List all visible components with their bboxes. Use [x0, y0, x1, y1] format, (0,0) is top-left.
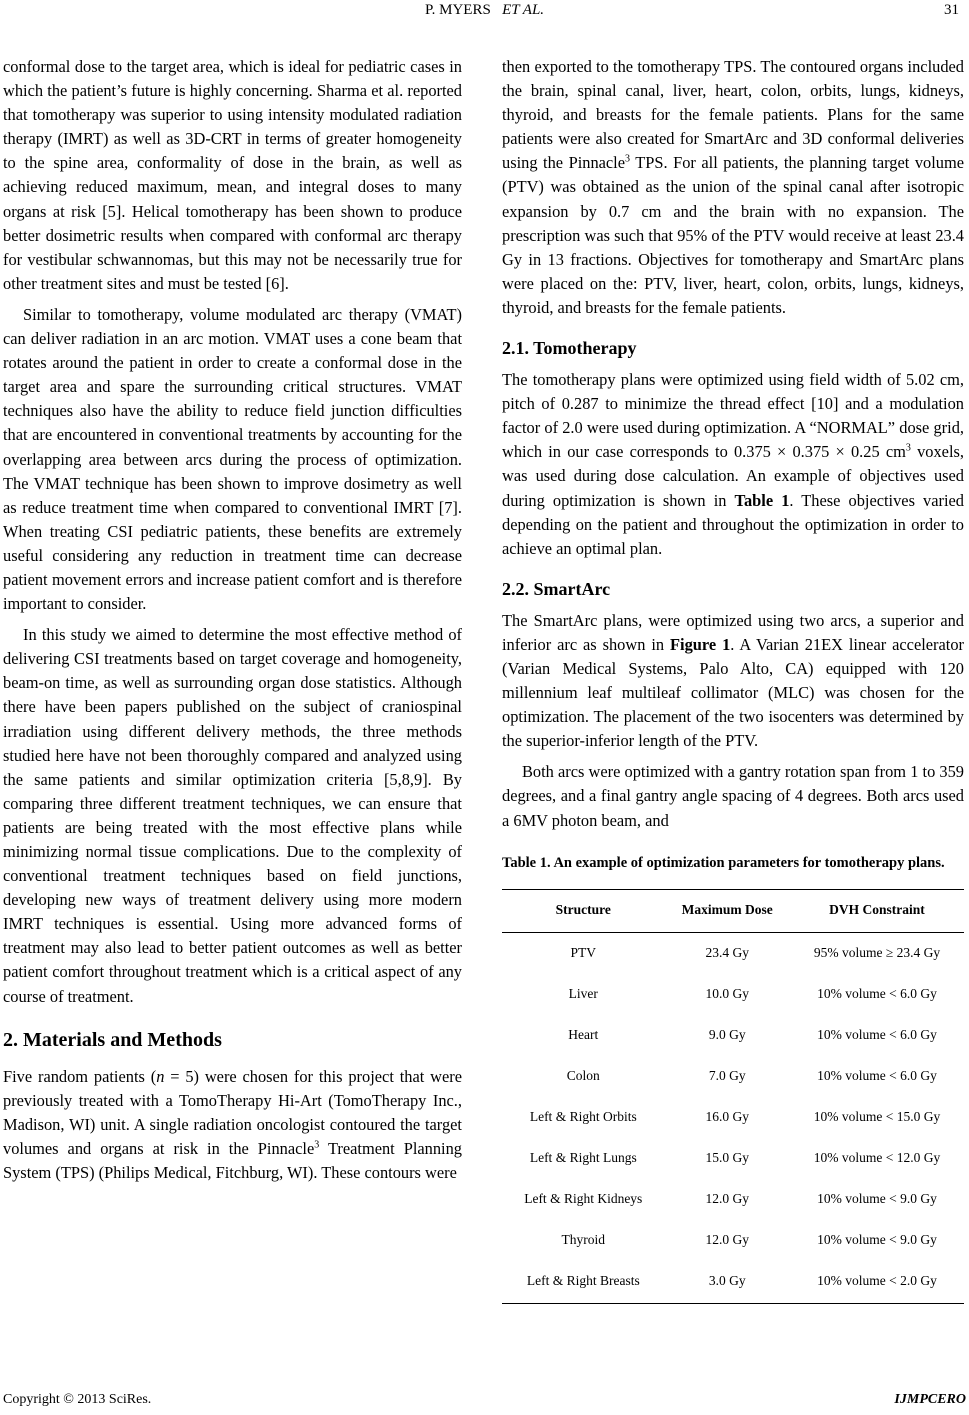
- table-row: Thyroid 12.0 Gy 10% volume < 9.0 Gy: [561, 1232, 937, 1248]
- optimization-table: [502, 889, 964, 1304]
- copyright-notice: Copyright © 2013 SciRes.: [3, 1392, 152, 1407]
- right-column: [502, 55, 964, 1304]
- figure-reference[interactable]: Figure 1: [670, 634, 731, 654]
- page-footer: [3, 1392, 966, 1408]
- paragraph-smartarc: The SmartArc plans, were optimized using two arcs, a superior and inferior arc as shown in Figure 1. A Varian 21EX linear accelerator (Varian Medical Systems, Palo Alto, CA) equipped with 120 millennium leaf multileaf collimator (MLC) was chosen for the optimization. The placement of the two isocenters was determined by the superior-inferior length of the PTV.: [502, 610, 964, 751]
- journal-name: IJMPCERO: [894, 1392, 966, 1407]
- paragraph-patients: Five random patients (n = 5) were chosen for this project that were previously treated with a TomoTherapy Hi-Art (TomoTherapy Inc., Madison, WI) unit. A single radiation oncologist contoured the target volumes and organs at risk in the Pinnacle$^3$ Treatment Planning System (TPS) (Philips Medical, Fitchburg, WI). These contours were: [3, 1066, 463, 1183]
- column-header-maximum-dose: Maximum Dose: [665, 889, 790, 932]
- table-reference[interactable]: Table 1: [734, 490, 790, 510]
- paragraph-arcs: Both arcs were optimized with a gantry rotation span from 1 to 359 degrees, and a final gantry angle spacing of 4 degrees. Both arcs used a 6MV photon beam, and: [502, 762, 964, 830]
- paragraph-vmat: Similar to tomotherapy, volume modulated arc therapy (VMAT) can deliver radiation in an arc motion. VMAT uses a cone beam that rotates around the patient in order to create a conformal dose in the target area and spare the surrounding critical structures. VMAT techniques also have the ability to reduce field junction difficulties that are encountered in conventional treatments by accounting for the overlapping area between arcs during the process of optimization. The VMAT technique has been shown to improve dosimetry as well as reduce treatment time when compared to conventional IMRT [7]. When treating CSI pediatric patients, these benefits are extremely useful considering any reduction in treatment time can decrease patient movement errors and increase patient comfort and is therefore important to consider.: [3, 304, 462, 614]
- table-row: Left & Right Orbits 16.0 Gy 10% volume < 15.0 Gy: [529, 1109, 941, 1125]
- paragraph-contours: then exported to the tomotherapy TPS. The contoured organs included the brain, spinal canal, liver, heart, colon, orbits, lungs, kidneys, thyroid, and breasts for the female patients. Plans for the same patients were also created for SmartArc and 3D conformal deliveries using the Pinnacle$^3$ TPS. For all patients, the planning target volume (PTV) was obtained as the union of the spinal canal after isotropic expansion by 0.7 cm and the brain with no expansion. The prescription was such that 95% of the PTV would receive at least 23.4 Gy in 13 fractions. Objectives for tomotherapy and SmartArc plans were placed on the: PTV, liver, heart, colon, orbits, lungs, kidneys, thyroid, and breasts for the female patients.: [502, 57, 964, 317]
- table-row: PTV 23.4 Gy 95% volume ≥ 23.4 Gy: [570, 944, 941, 960]
- table-row: Heart 9.0 Gy 10% volume < 6.0 Gy: [568, 1026, 937, 1042]
- page-number: 31: [944, 2, 959, 18]
- left-column: [3, 55, 462, 1185]
- table-header-row: [502, 889, 964, 932]
- column-header-structure: Structure: [502, 889, 665, 932]
- running-author: P. MYERS: [424, 2, 491, 18]
- running-title: [0, 2, 969, 19]
- table-row: Left & Right Breasts 3.0 Gy 10% volume < 2.0 Gy: [502, 1261, 964, 1303]
- column-header-dvh-constraint: DVH Constraint: [790, 889, 964, 932]
- running-header: [0, 2, 969, 22]
- paragraph-study-aim: In this study we aimed to determine the most effective method of delivering CSI treatments based on target coverage and homogeneity, beam-on time, as well as surrounding organ dose statistics. Although there have been papers published on the subject of craniospinal irradiation using different delivery methods, the three methods studied here have not been thoroughly compared and analyzed using the same patients and similar optimization criteria [5,8,9]. By comparing three different treatment techniques, we can ensure that patients are being treated with the most effective plans while minimizing normal tissue complications. Due to the complexity of conventional treatment techniques based on field junctions, developing new ways of treatment delivery using more modern IMRT techniques is essential. Using more advanced forms of treatment may also lead to better patient outcomes as well as better patient comfort throughout treatment which is a critical aspect of any course of treatment.: [3, 625, 462, 1006]
- table-caption: Table 1. An example of optimization parameters for tomotherapy plans.: [502, 854, 945, 871]
- section-heading-smartarc: 2.2. SmartArc: [502, 578, 611, 599]
- table-row: Left & Right Kidneys 12.0 Gy 10% volume < 9.0 Gy: [524, 1191, 937, 1207]
- running-author-etal: ET AL.: [502, 2, 545, 18]
- section-heading-materials-methods: 2. Materials and Methods: [3, 1028, 222, 1051]
- table-row: Colon 7.0 Gy 10% volume < 6.0 Gy: [566, 1068, 937, 1083]
- section-heading-tomotherapy: 2.1. Tomotherapy: [502, 338, 637, 359]
- paragraph-intro-continued: conformal dose to the target area, which is ideal for pediatric cases in which the patient’s future is highly concerning. Sharma et al. reported that tomotherapy was superior to using intensity modulated radiation therapy (IMRT) as well as 3D-CRT in terms of greater homogeneity to the spine area, conformality of dose in the brain, as well as achieving reduced maximum, mean, and integral doses to many organs at risk [5]. Helical tomotherapy has been shown to produce better dosimetric results when compared with conformal arc therapy for vestibular schwannomas, but this may not be necessarily true for other treatment sites and must be tested [6].: [3, 57, 462, 293]
- table-row: Liver 10.0 Gy 10% volume < 6.0 Gy: [568, 985, 937, 1001]
- table-row: Left & Right Lungs 15.0 Gy 10% volume < 12.0 Gy: [529, 1150, 941, 1166]
- paragraph-tomotherapy: The tomotherapy plans were optimized using field width of 5.02 cm, pitch of 0.287 to minimize the thread effect [10] and a modulation factor of 2.0 were used during optimization. A “NORMAL” dose grid, which in our case corresponds to 0.375 × 0.375 × 0.25 $cm^3$ voxels, was used during dose calculation. An example of objectives used during optimization is shown in Table 1. These objectives varied depending on the patient and throughout the optimization in order to achieve an optimal plan.: [502, 370, 964, 558]
